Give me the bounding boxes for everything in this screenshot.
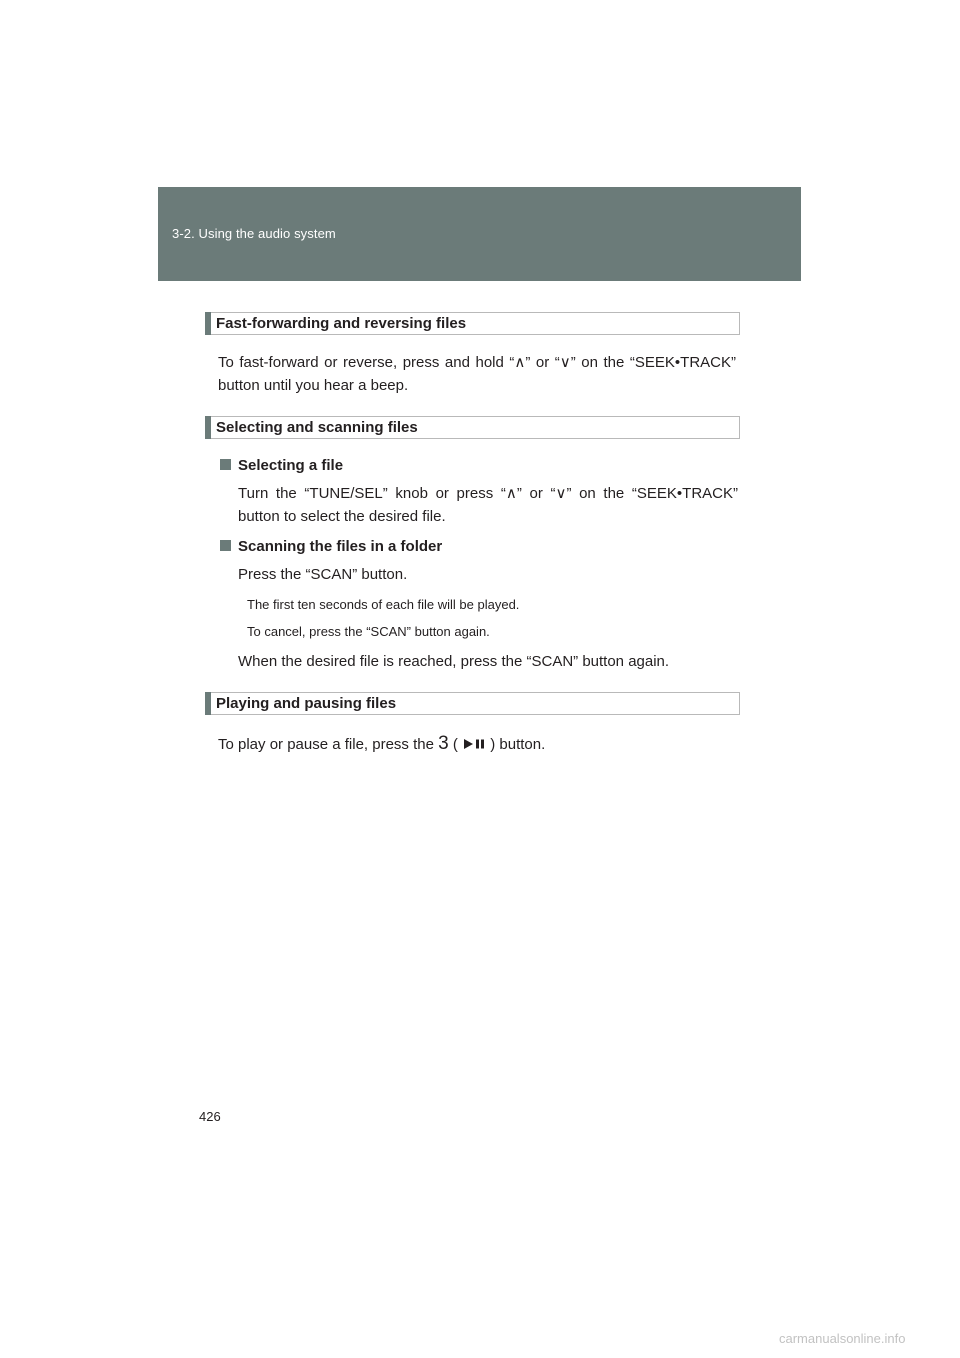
paragraph-selecting-file: Turn the “TUNE/SEL” knob or press “∧” or “∨” on the “SEEK•TRACK” button to select the desired file.	[238, 485, 738, 525]
square-bullet-icon	[220, 459, 231, 470]
section-heading-label: Playing and pausing files	[216, 695, 397, 712]
page-number: 426	[199, 1109, 221, 1124]
section-title: 3-2. Using the audio system	[172, 226, 336, 241]
section-heading-play-pause	[205, 692, 740, 715]
play-pause-icon	[462, 738, 486, 750]
paragraph-play-pause: To play or pause a file, press the 3 ( ) button.	[218, 733, 546, 754]
subheading-selecting-file	[220, 457, 343, 474]
watermark: carmanualsonline.info	[779, 1331, 906, 1346]
section-heading-label: Selecting and scanning files	[216, 419, 418, 436]
section-heading-select-scan	[205, 416, 740, 439]
section-heading-fast-forward	[205, 312, 740, 335]
button-number: 3	[438, 733, 449, 754]
subheading-label: Scanning the files in a folder	[238, 538, 443, 555]
subheading-scanning-files	[220, 538, 442, 555]
section-heading-label: Fast-forwarding and reversing files	[216, 315, 467, 332]
play-pause-text-prefix: To play or pause a file, press the	[218, 736, 434, 753]
paragraph-fast-forward: To fast-forward or reverse, press and hold “∧” or “∨” on the “SEEK•TRACK” button until you hear a beep.	[218, 354, 736, 394]
square-bullet-icon	[220, 540, 231, 551]
subheading-label: Selecting a file	[238, 457, 344, 474]
note-to-cancel: To cancel, press the “SCAN” button again.	[247, 624, 490, 639]
play-pause-text-suffix: ) button.	[490, 736, 546, 753]
note-first-ten-seconds: The first ten seconds of each file will be played.	[247, 597, 520, 612]
paragraph-scan-again: When the desired file is reached, press the “SCAN” button again.	[238, 653, 670, 670]
paragraph-press-scan: Press the “SCAN” button.	[238, 566, 408, 583]
header-band	[158, 187, 801, 281]
